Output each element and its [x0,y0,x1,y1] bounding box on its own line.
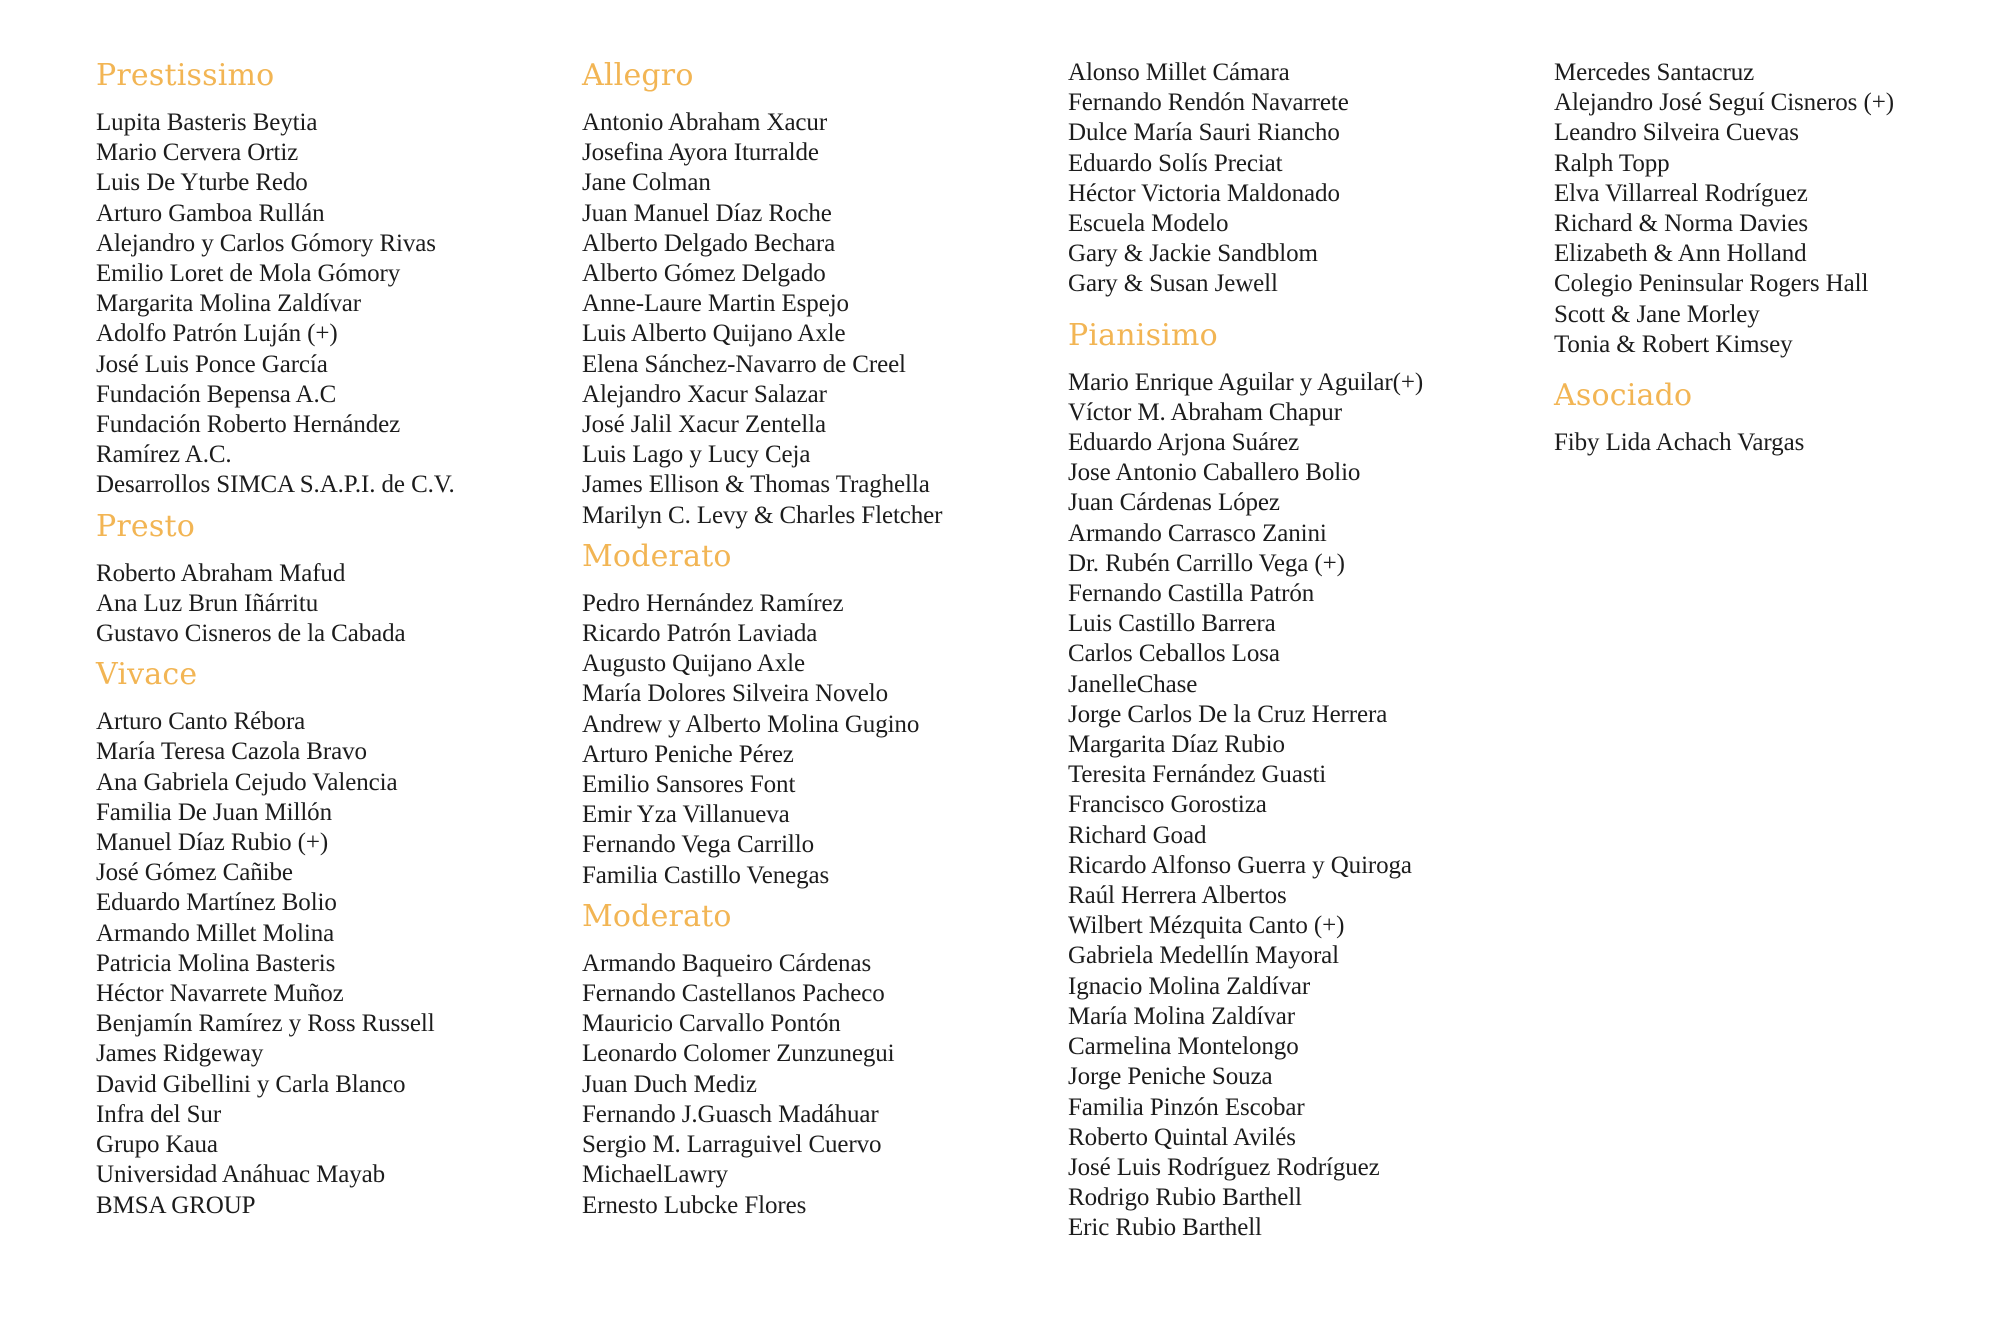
donor-name: Universidad Anáhuac Mayab [96,1161,386,1189]
donor-name: Augusto Quijano Axle [582,650,805,678]
donor-name: Luis De Yturbe Redo [96,169,308,197]
donor-name: Alejandro y Carlos Gómory Rivas [96,229,436,257]
donor-name: Elizabeth & Ann Holland [1554,240,1807,268]
donor-name: Anne-Laure Martin Espejo [582,290,849,318]
donor-name: Leonardo Colomer Zunzunegui [582,1040,895,1068]
donor-name: Ana Gabriela Cejudo Valencia [96,768,398,796]
name-list [582,949,1068,1221]
donor-name: Marilyn C. Levy & Charles Fletcher [582,501,943,529]
donor-name: Infra del Sur [96,1100,222,1128]
name-list [96,559,582,650]
donor-name: Mauricio Carvallo Pontón [582,1010,841,1038]
donor-name: Fiby Lida Achach Vargas [1554,429,1805,457]
donor-name: Fundación Roberto Hernández [96,411,401,439]
donor-name: Emilio Loret de Mola Gómory [96,260,401,288]
donor-name: Pedro Hernández Ramírez [582,589,844,617]
donor-name: Ana Luz Brun Iñárritu [96,589,319,617]
tier-heading: Presto [96,508,195,544]
donor-name: BMSA GROUP [96,1191,256,1219]
donor-name: Ramírez A.C. [96,441,232,469]
donor-name: Patricia Molina Basteris [96,949,336,977]
donor-name: Carmelina Montelongo [1068,1033,1299,1061]
donor-name: Teresita Fernández Guasti [1068,761,1327,789]
column-2 [582,58,1068,1318]
column-3 [1068,58,1554,1318]
donor-name: Margarita Molina Zaldívar [96,290,362,318]
donor-name: Jose Antonio Caballero Bolio [1068,459,1361,487]
donor-name: Eduardo Arjona Suárez [1068,429,1300,457]
tier-heading: Moderato [582,538,732,574]
donor-name: Richard & Norma Davies [1554,210,1808,238]
donor-name: David Gibellini y Carla Blanco [96,1070,406,1098]
donor-name: Desarrollos SIMCA S.A.P.I. de C.V. [96,471,455,499]
donor-name: Eduardo Martínez Bolio [96,889,337,917]
donor-name: José Luis Ponce García [96,350,328,378]
donor-name: Mario Enrique Aguilar y Aguilar(+) [1068,368,1424,396]
donor-name: James Ridgeway [96,1040,264,1068]
donor-name: Luis Castillo Barrera [1068,610,1276,638]
donor-name: Ricardo Alfonso Guerra y Quiroga [1068,851,1412,879]
donor-name: Gustavo Cisneros de la Cabada [96,620,406,648]
donor-name: Francisco Gorostiza [1068,791,1267,819]
donor-name: Arturo Canto Rébora [96,708,306,736]
donor-name: Emilio Sansores Font [582,771,796,799]
donor-name: Roberto Abraham Mafud [96,559,346,587]
donor-name: Eric Rubio Barthell [1068,1214,1262,1242]
donor-name: Alberto Delgado Bechara [582,229,836,257]
donor-name: MichaelLawry [582,1161,728,1189]
donor-name: Andrew y Alberto Molina Gugino [582,710,920,738]
donor-name: Familia Castillo Venegas [582,861,830,889]
tier-heading: Moderato [582,898,732,934]
donor-name: Juan Manuel Díaz Roche [582,199,832,227]
donor-name: Rodrigo Rubio Barthell [1068,1184,1302,1212]
donor-name: Ignacio Molina Zaldívar [1068,972,1311,1000]
continued-name-list [1554,58,1976,360]
donor-name: Mercedes Santacruz [1554,59,1755,86]
donor-name: Armando Millet Molina [96,919,335,947]
name-list [582,108,1068,531]
donor-name: Benjamín Ramírez y Ross Russell [96,1010,435,1038]
donor-name: Jorge Peniche Souza [1068,1063,1273,1091]
donor-name: Richard Goad [1068,821,1207,849]
donor-name: Armando Carrasco Zanini [1068,519,1327,547]
donor-name: Héctor Victoria Maldonado [1068,179,1340,207]
name-list [96,707,582,1220]
donor-name: Arturo Gamboa Rullán [96,199,325,227]
column-4 [1554,58,1976,1318]
donor-name: María Teresa Cazola Bravo [96,738,367,766]
donor-name: Alejandro Xacur Salazar [582,380,827,408]
donor-name: Familia Pinzón Escobar [1068,1093,1305,1121]
tier-heading: Pianisimo [1068,317,1218,353]
donor-name: Fundación Bepensa A.C [96,380,337,408]
donor-name: Margarita Díaz Rubio [1068,731,1285,759]
tier-heading: Asociado [1554,378,1693,414]
donor-tier-section [582,891,1068,1221]
donor-name: Josefina Ayora Iturralde [582,139,819,167]
donor-tier-section [1554,378,1976,458]
donor-name: Arturo Peniche Pérez [582,740,794,768]
donor-name: Gary & Jackie Sandblom [1068,240,1318,268]
donor-tier-section [96,58,582,501]
donor-name: Ernesto Lubcke Flores [582,1191,807,1219]
donor-name: Roberto Quintal Avilés [1068,1123,1296,1151]
donor-name: Lupita Basteris Beytia [96,109,318,136]
donor-name: Gabriela Medellín Mayoral [1068,942,1340,970]
name-list [1554,428,1976,458]
donor-name: Juan Duch Mediz [582,1070,757,1098]
donor-name: Alonso Millet Cámara [1068,59,1290,86]
donor-name: Dulce María Sauri Riancho [1068,119,1340,147]
donor-name: Armando Baqueiro Cárdenas [582,949,872,977]
donor-name: Juan Cárdenas López [1068,489,1280,517]
donor-name: Colegio Peninsular Rogers Hall [1554,270,1869,298]
donor-name: Víctor M. Abraham Chapur [1068,398,1342,426]
donor-name: Luis Lago y Lucy Ceja [582,441,811,469]
donor-tier-section [96,501,582,650]
donor-tier-section [1068,318,1554,1244]
donor-name: Elena Sánchez-Navarro de Creel [582,350,906,378]
donor-name: Tonia & Robert Kimsey [1554,330,1793,358]
donor-name: Ralph Topp [1554,149,1670,177]
tier-heading: Prestissimo [96,58,275,93]
donor-name: Leandro Silveira Cuevas [1554,119,1799,147]
donor-name: María Dolores Silveira Novelo [582,680,889,708]
donor-name: Alejandro José Seguí Cisneros (+) [1554,89,1894,117]
donor-name: Sergio M. Larraguivel Cuervo [582,1131,882,1159]
name-list [96,108,582,501]
donor-name: José Gómez Cañibe [96,859,293,887]
donor-name: Carlos Ceballos Losa [1068,640,1280,668]
donor-name: Dr. Rubén Carrillo Vega (+) [1068,549,1345,577]
tier-heading: Allegro [582,58,694,93]
donor-name: Manuel Díaz Rubio (+) [96,829,329,857]
donor-tier-section [582,531,1068,891]
donor-name: Jane Colman [582,169,711,197]
continued-name-list [1068,58,1554,300]
donor-name: Raúl Herrera Albertos [1068,882,1287,910]
name-list [582,589,1068,891]
donor-tier-section [582,58,1068,531]
donor-tier-section [96,649,582,1220]
donor-name: Antonio Abraham Xacur [582,109,828,136]
donor-name: Scott & Jane Morley [1554,300,1760,328]
donor-name: José Jalil Xacur Zentella [582,411,826,439]
donor-name: Fernando Rendón Navarrete [1068,89,1349,117]
donor-name: José Luis Rodríguez Rodríguez [1068,1153,1380,1181]
donor-name: Gary & Susan Jewell [1068,270,1278,298]
donor-name: Grupo Kaua [96,1131,218,1159]
donor-name: Fernando Castellanos Pacheco [582,980,885,1008]
donor-name: Héctor Navarrete Muñoz [96,980,344,1008]
tier-heading: Vivace [96,657,198,693]
donor-name: JanelleChase [1068,670,1198,698]
donor-name: Escuela Modelo [1068,210,1229,238]
donor-name: Jorge Carlos De la Cruz Herrera [1068,700,1388,728]
donor-name: Fernando Castilla Patrón [1068,580,1315,608]
donor-name: James Ellison & Thomas Traghella [582,471,930,499]
name-list [1068,368,1554,1244]
donor-name: Adolfo Patrón Luján (+) [96,320,338,348]
donor-name: María Molina Zaldívar [1068,1002,1295,1030]
column-1 [96,58,582,1318]
donor-name: Wilbert Mézquita Canto (+) [1068,912,1345,940]
donor-name: Ricardo Patrón Laviada [582,620,818,648]
donor-name: Alberto Gómez Delgado [582,260,826,288]
donor-name: Mario Cervera Ortiz [96,139,299,167]
donor-list-page [96,58,1976,1318]
donor-name: Familia De Juan Millón [96,798,332,826]
donor-name: Elva Villarreal Rodríguez [1554,179,1808,207]
donor-name: Fernando J.Guasch Madáhuar [582,1100,879,1128]
donor-name: Eduardo Solís Preciat [1068,149,1283,177]
donor-name: Luis Alberto Quijano Axle [582,320,846,348]
donor-name: Fernando Vega Carrillo [582,831,815,859]
donor-name: Emir Yza Villanueva [582,801,790,829]
